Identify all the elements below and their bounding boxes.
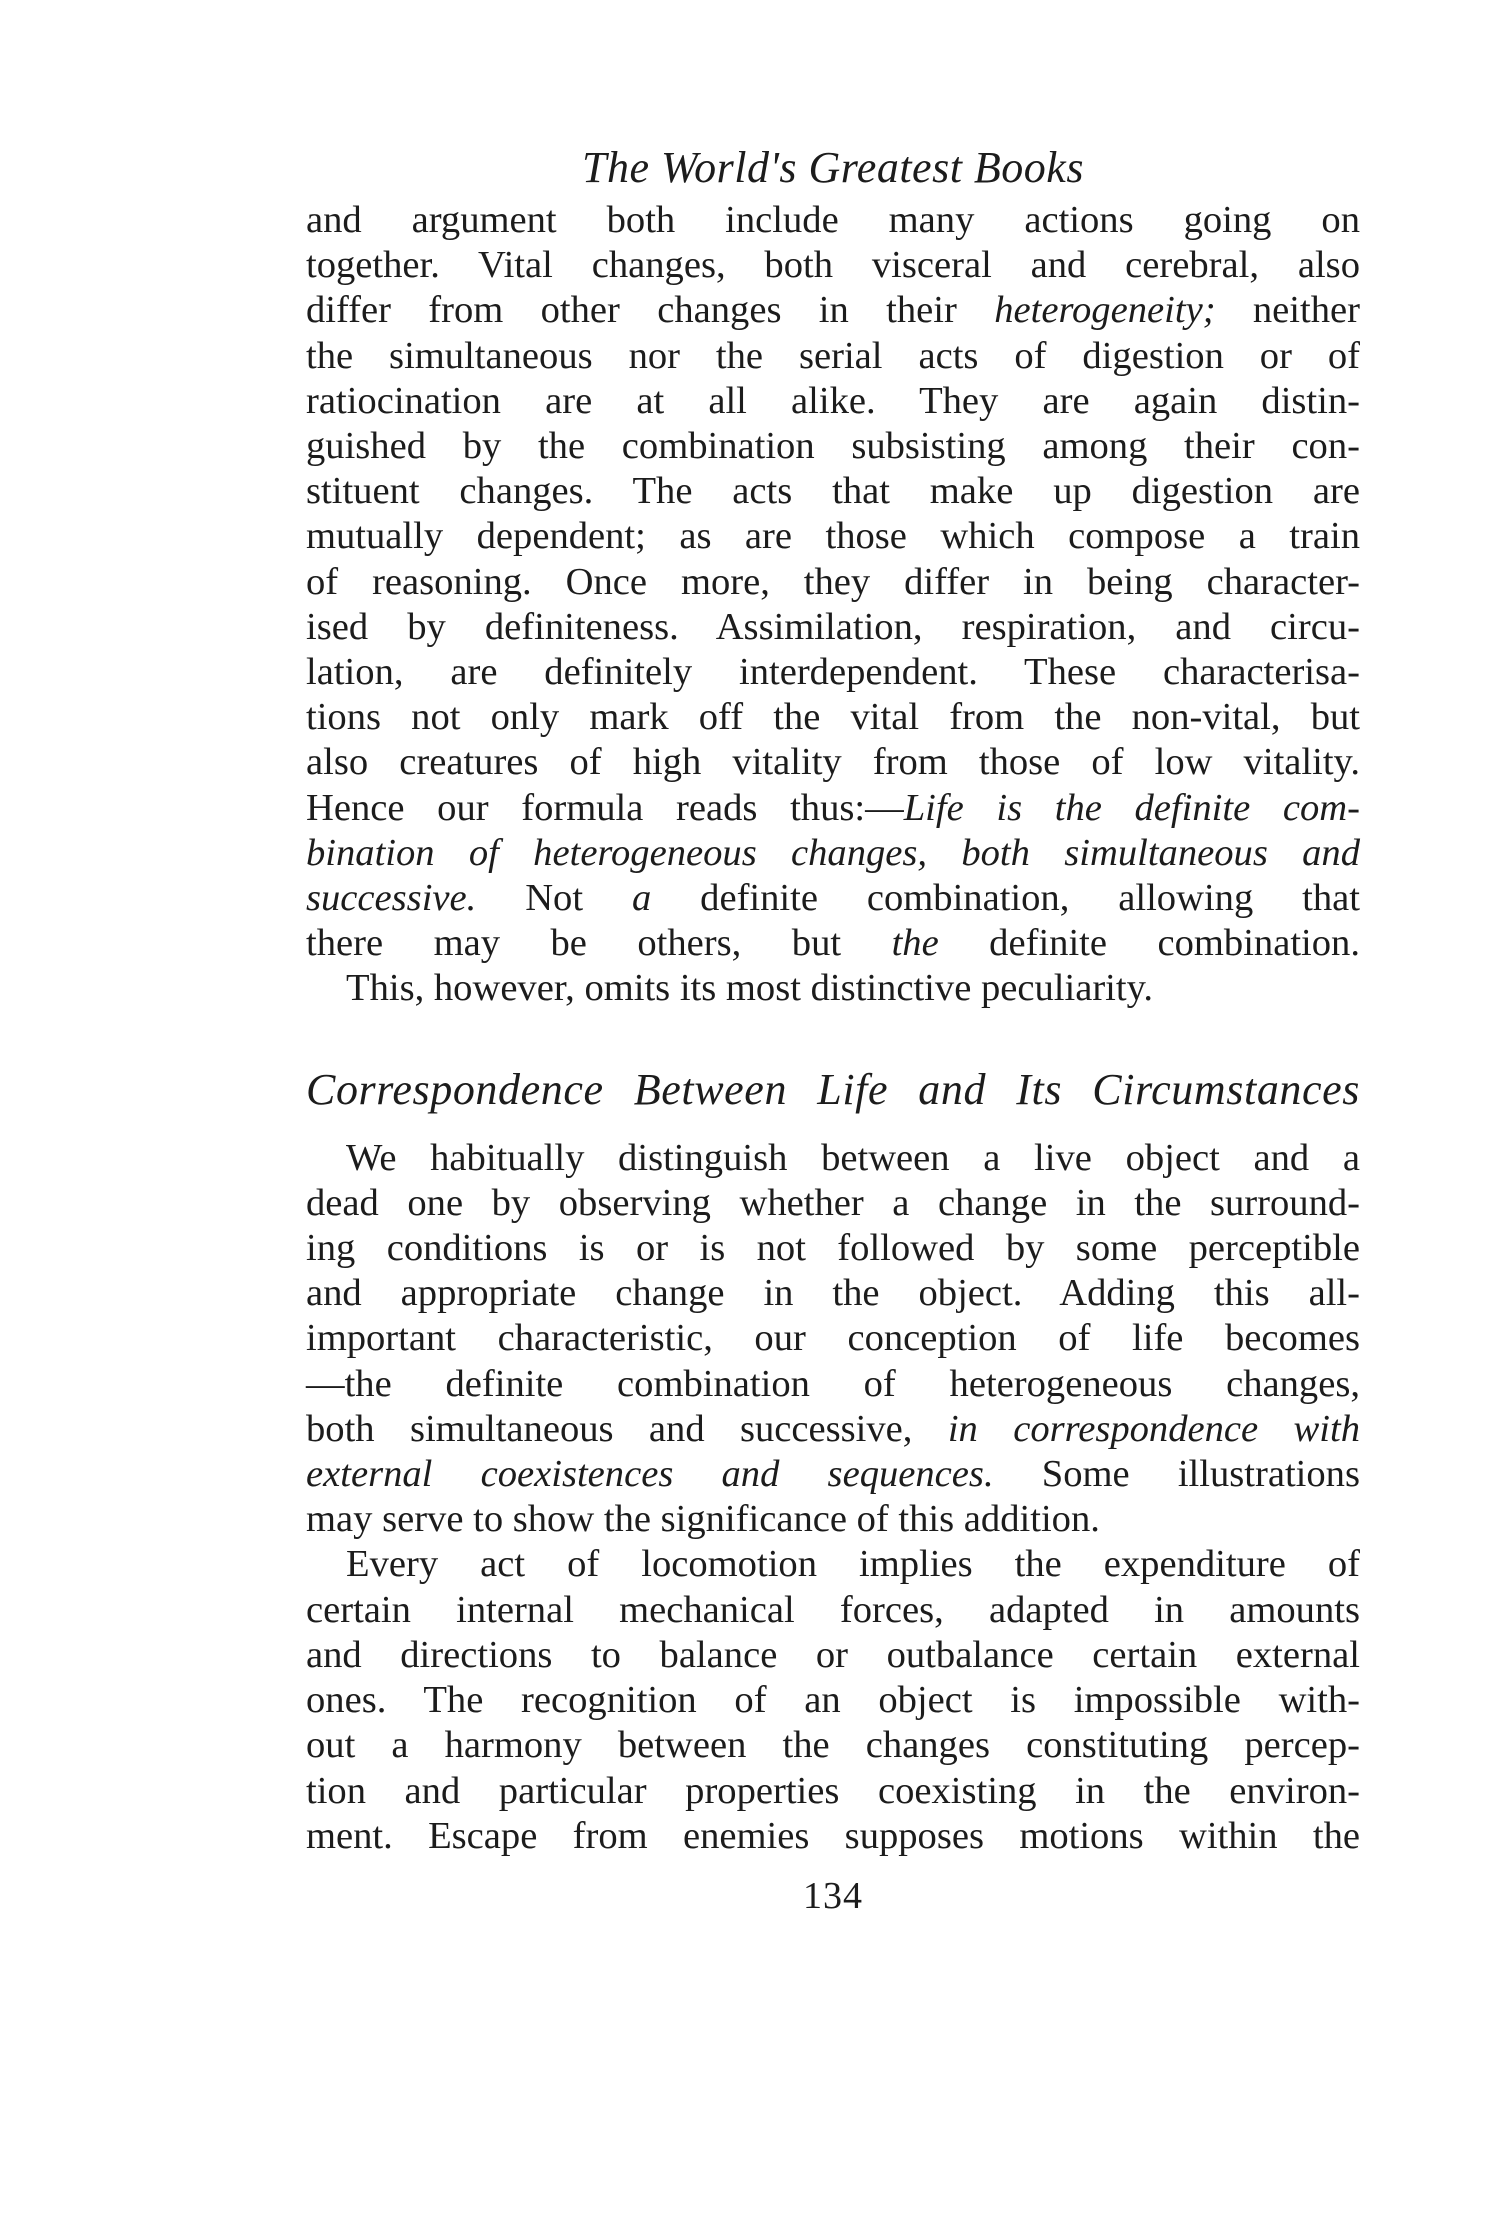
- text-line: [306, 966, 1360, 1011]
- text-run: important characteristic, our conception of life becomes: [306, 1317, 1360, 1360]
- text-line: [306, 740, 1360, 785]
- text-line: [306, 469, 1360, 514]
- text-run: ratiocination are at all alike. They are again distin-: [306, 379, 1360, 422]
- text-line: [306, 424, 1360, 469]
- text-run: there may be others, but: [306, 922, 892, 965]
- italic-text: successive.: [306, 877, 477, 920]
- text-line: [306, 831, 1360, 876]
- text-line: [306, 876, 1360, 921]
- book-page: [306, 140, 1360, 1919]
- text-line: [306, 786, 1360, 831]
- text-line: [306, 334, 1360, 379]
- italic-text: the: [891, 922, 939, 965]
- text-line: [306, 288, 1360, 333]
- text-line: [306, 1136, 1360, 1181]
- text-run: Some illustrations: [993, 1453, 1360, 1496]
- text-line: [306, 1542, 1360, 1587]
- paragraph: [306, 1542, 1360, 1858]
- text-run: Every act of locomotion implies the expenditure of: [346, 1543, 1360, 1586]
- text-run: We habitually distinguish between a live object and a: [346, 1136, 1360, 1179]
- text-run: together. Vital changes, both visceral and cerebral, also: [306, 244, 1360, 287]
- text-run: ment. Escape from enemies supposes motions within the: [306, 1814, 1360, 1857]
- text-run: mutually dependent; as are those which compose a train: [306, 515, 1360, 558]
- text-line: [306, 605, 1360, 650]
- text-line: [306, 1769, 1360, 1814]
- text-run: tions not only mark off the vital from the non-vital, but: [306, 696, 1360, 739]
- text-run: of reasoning. Once more, they differ in being character-: [306, 560, 1360, 603]
- running-head: The World's Greatest Books: [582, 143, 1084, 192]
- text-line: [306, 1407, 1360, 1452]
- italic-text: Life is the definite com-: [903, 786, 1360, 829]
- text-run: may serve to show the significance of this addition.: [306, 1498, 1100, 1541]
- text-line: [306, 650, 1360, 695]
- text-line: [306, 1316, 1360, 1361]
- paragraph: [306, 1136, 1360, 1543]
- text-line: [306, 1497, 1360, 1542]
- text-line: [306, 1181, 1360, 1226]
- text-line: [306, 1452, 1360, 1497]
- text-run: and appropriate change in the object. Adding this all-: [306, 1272, 1360, 1315]
- text-run: —the definite combination of heterogeneous changes,: [306, 1362, 1360, 1405]
- text-run: and argument both include many actions going on: [306, 199, 1360, 241]
- italic-text: external coexistences and sequences.: [306, 1453, 994, 1496]
- text-line: [306, 243, 1360, 288]
- page-number: 134: [803, 1874, 863, 1917]
- text-line: [306, 921, 1360, 966]
- text-line: [306, 695, 1360, 740]
- text-run: also creatures of high vitality from those of low vitality.: [306, 741, 1360, 784]
- text-line: [306, 1588, 1360, 1633]
- text-line: [306, 379, 1360, 424]
- text-line: [306, 1226, 1360, 1271]
- text-run: lation, are definitely interdependent. These characterisa-: [306, 651, 1360, 694]
- text-line: [306, 1271, 1360, 1316]
- italic-text: in correspondence with: [947, 1407, 1360, 1450]
- italic-text: heterogeneity;: [994, 289, 1216, 332]
- paragraph: [306, 966, 1360, 1011]
- text-line: [306, 1633, 1360, 1678]
- text-run: differ from other changes in their: [306, 289, 995, 332]
- text-run: dead one by observing whether a change in the surround-: [306, 1181, 1360, 1224]
- text-run: ing conditions is or is not followed by some perceptible: [306, 1227, 1360, 1270]
- text-run: This, however, omits its most distinctive peculiarity.: [346, 967, 1154, 1010]
- text-line: [306, 1362, 1360, 1407]
- text-run: ised by definiteness. Assimilation, respiration, and circu-: [306, 605, 1360, 648]
- text-run: certain internal mechanical forces, adapted in amounts: [306, 1588, 1360, 1631]
- text-run: definite combination, allowing that: [651, 877, 1360, 920]
- text-line: [306, 514, 1360, 559]
- italic-text: a: [631, 877, 652, 920]
- text-run: tion and particular properties coexisting in the environ-: [306, 1769, 1360, 1812]
- text-run: definite combination.: [938, 922, 1360, 965]
- text-run: neither: [1215, 289, 1360, 332]
- text-line: [306, 198, 1360, 243]
- text-line: [306, 1723, 1360, 1768]
- text-line: [306, 1814, 1360, 1859]
- text-run: and directions to balance or outbalance certain external: [306, 1633, 1360, 1676]
- italic-text: bination of heterogeneous changes, both simultaneous and: [306, 831, 1360, 874]
- section-heading: Correspondence Between Life and Its Circumstances: [306, 1064, 1360, 1114]
- paragraph: [306, 198, 1360, 966]
- text-run: stituent changes. The acts that make up digestion are: [306, 470, 1360, 513]
- text-run: the simultaneous nor the serial acts of digestion or of: [306, 334, 1360, 377]
- text-run: Not: [476, 877, 632, 920]
- text-line: [306, 1678, 1360, 1723]
- text-run: both simultaneous and successive,: [306, 1407, 948, 1450]
- text-run: ones. The recognition of an object is impossible with-: [306, 1679, 1360, 1722]
- text-run: out a harmony between the changes constituting percep-: [306, 1724, 1360, 1767]
- text-line: [306, 560, 1360, 605]
- text-run: guished by the combination subsisting among their con-: [306, 425, 1360, 468]
- text-run: Hence our formula reads thus:—: [306, 786, 904, 829]
